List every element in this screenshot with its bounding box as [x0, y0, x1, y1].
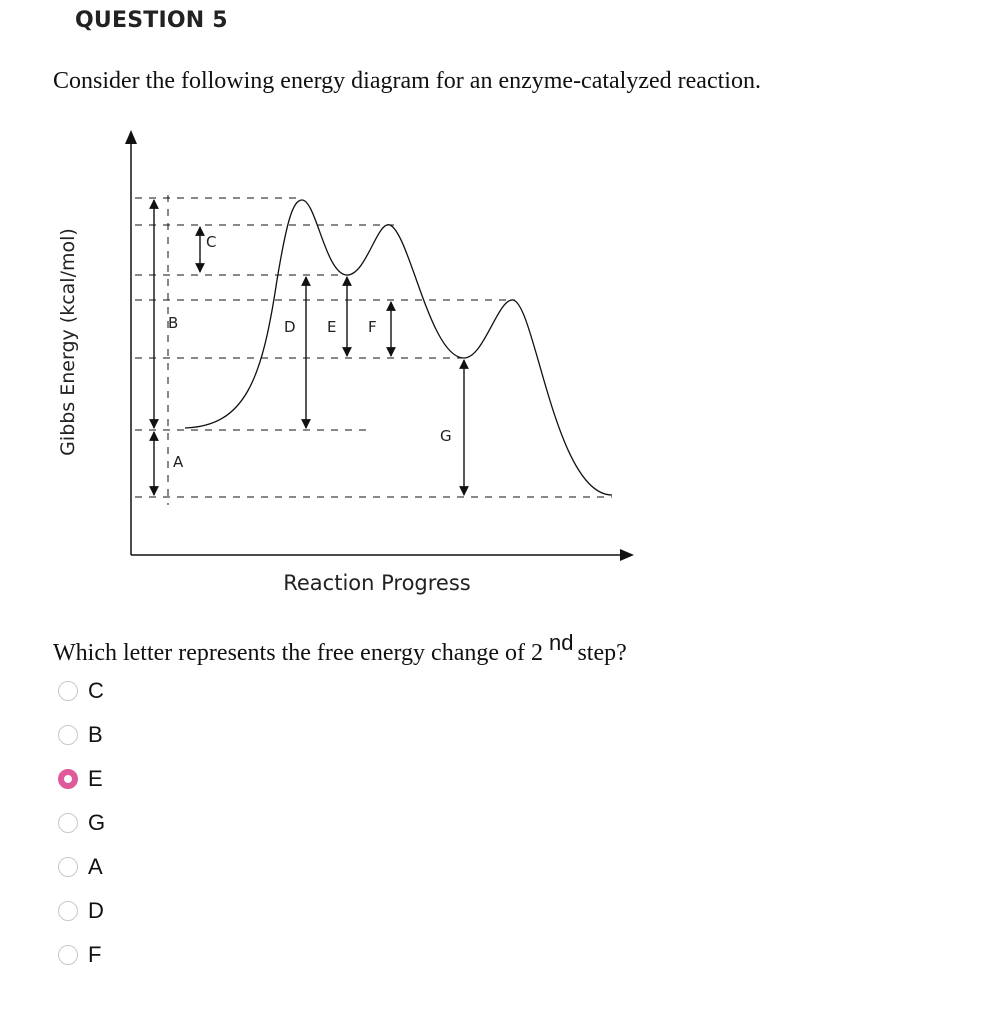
question-text-main: Which letter represents the free energy change of 2 [53, 640, 543, 666]
radio-button[interactable] [58, 945, 78, 965]
option-label: G [88, 810, 106, 835]
option-label: F [88, 942, 102, 967]
radio-button[interactable] [58, 857, 78, 877]
question-heading: QUESTION 5 [75, 8, 228, 33]
label-C: C [206, 233, 217, 251]
radio-button-selected[interactable] [58, 769, 78, 789]
radio-button[interactable] [58, 901, 78, 921]
radio-button[interactable] [58, 813, 78, 833]
option-label: E [88, 766, 103, 791]
label-G: G [440, 427, 452, 445]
label-D: D [284, 318, 296, 336]
y-axis-arrowhead [125, 130, 137, 144]
x-axis-label: Reaction Progress [283, 571, 471, 595]
y-axis-label: Gibbs Energy (kcal/mol) [57, 228, 79, 456]
x-axis-arrowhead [620, 549, 634, 561]
option-f[interactable] [58, 940, 101, 970]
question-text [53, 630, 627, 667]
question-prompt: Consider the following energy diagram for an enzyme-catalyzed reaction. [53, 68, 761, 94]
option-g[interactable] [58, 808, 105, 838]
option-a[interactable] [58, 852, 103, 882]
option-c[interactable] [58, 676, 104, 706]
label-E: E [327, 318, 337, 336]
option-label: D [88, 898, 104, 923]
label-A: A [173, 453, 184, 471]
label-F: F [368, 318, 377, 336]
energy-curve [185, 200, 612, 495]
question-text-end: step? [577, 640, 627, 666]
question-superscript: nd [548, 630, 574, 655]
label-B: B [168, 314, 179, 332]
option-label: B [88, 722, 103, 747]
radio-button[interactable] [58, 725, 78, 745]
option-d[interactable] [58, 896, 104, 926]
option-label: C [88, 678, 104, 703]
option-label: A [88, 854, 103, 879]
option-e[interactable] [58, 764, 103, 794]
radio-button[interactable] [58, 681, 78, 701]
energy-diagram [0, 110, 660, 600]
option-b[interactable] [58, 720, 103, 750]
